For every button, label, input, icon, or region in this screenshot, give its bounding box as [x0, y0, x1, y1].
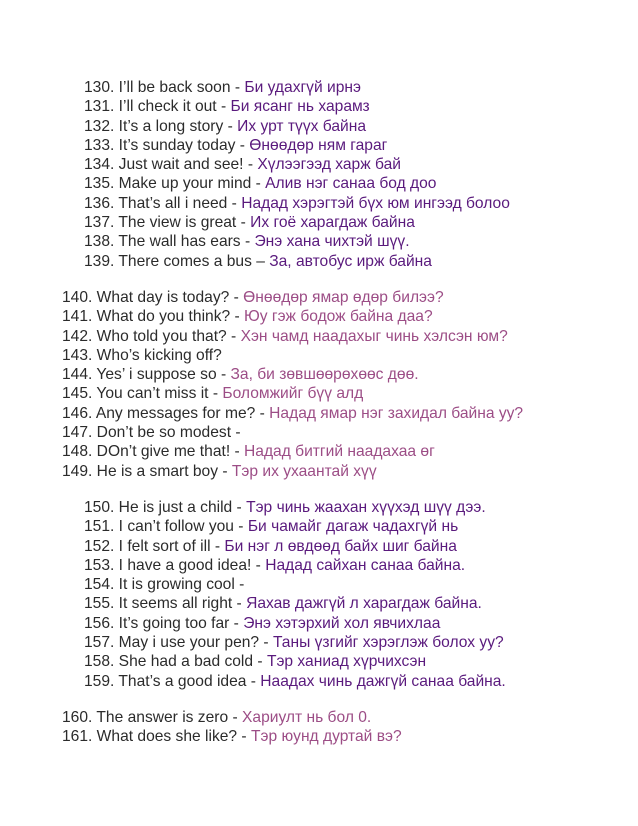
- english-phrase: 130. I’ll be back soon -: [84, 79, 245, 96]
- mongolian-translation: Хэн чамд наадахыг чинь хэлсэн юм?: [240, 327, 508, 345]
- phrase-line: [84, 633, 506, 652]
- mongolian-translation: Хүлээгээд харж бай: [257, 156, 401, 174]
- english-phrase: 147. Don’t be so modest -: [62, 424, 241, 442]
- phrase-line: [62, 327, 523, 346]
- mongolian-translation: Надад ямар нэг захидал байна уу?: [269, 404, 524, 422]
- english-phrase: 138. The wall has ears -: [84, 233, 255, 251]
- mongolian-translation: Тэр чинь жаахан хүүхэд шүү дээ.: [246, 499, 486, 516]
- english-phrase: 158. She had a bad cold -: [84, 653, 267, 671]
- mongolian-translation: Энэ хана чихтэй шүү.: [254, 233, 410, 251]
- phrase-line: [62, 307, 523, 326]
- mongolian-translation: Би ясанг нь харамз: [230, 98, 370, 116]
- phrase-line: [84, 498, 506, 517]
- mongolian-translation: За, би зөвшөөрөхөөс дөө.: [230, 366, 419, 384]
- mongolian-translation: Би нэг л өвдөөд байх шиг байна: [224, 537, 457, 555]
- mongolian-translation: Яахав дажгүй л харагдаж байна.: [246, 595, 482, 613]
- phrase-group-140-149: [62, 288, 523, 481]
- english-phrase: 136. That’s all i need -: [84, 194, 242, 212]
- english-phrase: 156. It’s going too far -: [84, 614, 244, 632]
- english-phrase: 155. It seems all right -: [84, 595, 247, 613]
- phrase-line: [62, 462, 523, 481]
- english-phrase: 152. I felt sort of ill -: [84, 537, 225, 555]
- english-phrase: 157. May i use your pen? -: [84, 634, 273, 652]
- phrase-line: [84, 174, 510, 193]
- english-phrase: 154. It is growing cool -: [84, 576, 245, 594]
- mongolian-translation: Тэр ханиад хүрчихсэн: [266, 653, 427, 671]
- phrase-line: [62, 442, 523, 461]
- english-phrase: 145. You can’t miss it -: [62, 385, 223, 403]
- mongolian-translation: Наадах чинь дажгүй санаа байна.: [260, 672, 506, 690]
- english-phrase: 137. The view is great -: [84, 214, 251, 232]
- mongolian-translation: Би удахгүй ирнэ: [244, 79, 361, 96]
- phrase-line: [84, 78, 510, 97]
- english-phrase: 142. Who told you that? -: [62, 327, 241, 345]
- phrase-line: [84, 594, 506, 613]
- phrase-line: [62, 423, 523, 442]
- phrase-line: [84, 194, 510, 213]
- mongolian-translation: За, автобус ирж байна: [269, 252, 432, 270]
- mongolian-translation: Надад сайхан санаа байна.: [265, 556, 466, 574]
- phrase-line: [84, 556, 506, 575]
- mongolian-translation: Алив нэг санаа бод доо: [265, 175, 437, 193]
- mongolian-translation: Хариулт нь бол 0.: [242, 709, 372, 726]
- mongolian-translation: Өнөөдөр ямар өдөр билээ?: [243, 289, 444, 306]
- phrase-line: [84, 652, 506, 671]
- mongolian-translation: Энэ хэтэрхий хол явчихлаа: [243, 614, 441, 632]
- english-phrase: 148. DOn’t give me that! -: [62, 443, 245, 461]
- phrase-group-150-159: [84, 498, 506, 691]
- phrase-group-130-139: [84, 78, 510, 271]
- phrase-line: [84, 155, 510, 174]
- mongolian-translation: Боломжийг бүү алд: [222, 385, 364, 403]
- phrase-line: [84, 575, 506, 594]
- phrase-line: [84, 537, 506, 556]
- phrase-line: [84, 213, 510, 232]
- phrase-line: [84, 614, 506, 633]
- mongolian-translation: Таны үзгийг хэрэглэж болох уу?: [272, 634, 504, 652]
- english-phrase: 141. What do you think? -: [62, 308, 245, 326]
- mongolian-translation: Өнөөдөр ням гараг: [249, 136, 388, 154]
- english-phrase: 132. It’s a long story -: [84, 117, 238, 135]
- english-phrase: 133. It’s sunday today -: [84, 136, 250, 154]
- phrase-line: [84, 672, 506, 691]
- phrase-line: [62, 404, 523, 423]
- english-phrase: 146. Any messages for me? -: [62, 404, 270, 422]
- mongolian-translation: Их гоё харагдаж байна: [250, 214, 415, 232]
- mongolian-translation: Надад битгий наадахаа өг: [244, 443, 435, 461]
- english-phrase: 150. He is just a child -: [84, 499, 247, 516]
- english-phrase: 160. The answer is zero -: [62, 709, 242, 726]
- phrase-line: [84, 97, 510, 116]
- phrase-group-160-161: [62, 708, 402, 747]
- mongolian-translation: Надад хэрэгтэй бүх юм ингээд болоо: [241, 194, 510, 212]
- english-phrase: 143. Who’s kicking off?: [62, 346, 222, 364]
- english-phrase: 135. Make up your mind -: [84, 175, 266, 193]
- phrase-line: [62, 288, 523, 307]
- phrase-line: [84, 252, 510, 271]
- phrase-line: [84, 232, 510, 251]
- english-phrase: 144. Yes’ i suppose so -: [62, 366, 231, 384]
- phrase-line: [62, 727, 402, 746]
- english-phrase: 149. He is a smart boy -: [62, 462, 232, 480]
- english-phrase: 161. What does she like? -: [62, 728, 251, 746]
- phrase-line: [62, 384, 523, 403]
- mongolian-translation: Их урт түүх байна: [237, 117, 367, 135]
- phrase-line: [62, 346, 523, 365]
- english-phrase: 159. That’s a good idea -: [84, 672, 261, 690]
- english-phrase: 151. I can’t follow you -: [84, 518, 248, 536]
- mongolian-translation: Би чамайг дагаж чадахгүй нь: [247, 518, 459, 536]
- phrase-line: [62, 365, 523, 384]
- phrase-line: [62, 708, 402, 727]
- english-phrase: 153. I have a good idea! -: [84, 556, 266, 574]
- mongolian-translation: Юу гэж бодож байна даа?: [244, 308, 433, 326]
- mongolian-translation: Тэр их ухаантай хүү: [231, 462, 377, 480]
- english-phrase: 140. What day is today? -: [62, 289, 244, 306]
- phrase-line: [84, 517, 506, 536]
- phrase-line: [84, 117, 510, 136]
- phrase-line: [84, 136, 510, 155]
- english-phrase: 131. I’ll check it out -: [84, 98, 231, 116]
- english-phrase: 139. There comes a bus –: [84, 252, 270, 270]
- english-phrase: 134. Just wait and see! -: [84, 156, 258, 174]
- mongolian-translation: Тэр юунд дуртай вэ?: [250, 728, 402, 746]
